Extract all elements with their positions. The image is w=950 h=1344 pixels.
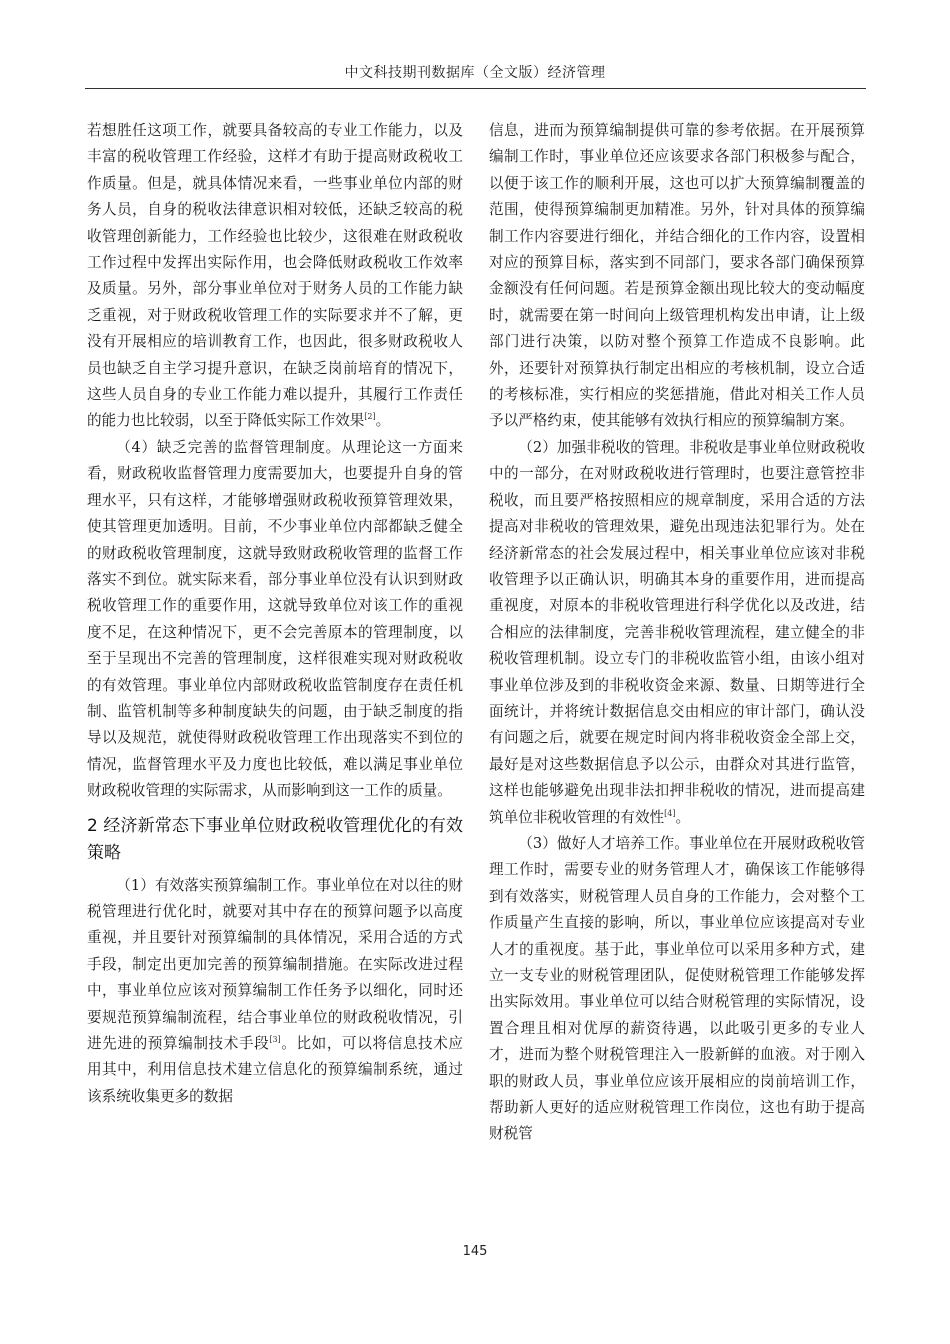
right-column xyxy=(489,118,865,1148)
paragraph-supervision-issue: （4）缺乏完善的监督管理制度。从理论这一方面来看，财政税收监督管理力度需要加大，也要提升自身的管理水平，只有这样，才能够增强财政税收预算管理效果，使其管理更加透明。目前，不少事业单位内部都缺乏健全的财政税收管理制度，这就导致财政税收管理的监督工作落实不到位。就实际来看，部分事业单位没有认识到财政税收管理工作的重要作用，这就导致单位对该工作的重视度不足，在这种情况下，更不会完善原本的管理制度，以至于呈现出不完善的管理制度，这样很难实现对财政税收的有效管理。事业单位内部财政税收监管制度存在责任机制、监管机制等多种制度缺失的问题，由于缺乏制度的指导以及规范，就使得财政税收管理工作出现落实不到位的情况，监督管理水平及力度也比较低，难以满足事业单位财政税收管理的实际需求，从而影响到这一工作的质量。 xyxy=(87,438,463,800)
citation-ref: [4] xyxy=(664,808,676,818)
paragraph-budget-strategy xyxy=(87,873,463,1111)
paragraph-tail: 。 xyxy=(675,808,691,826)
paragraph-tail: 。 xyxy=(375,412,391,430)
paragraph-talent-strategy: （3）做好人才培养工作。事业单位在开展财政税收管理工作时，需要专业的财务管理人才，确保该工作能够得到有效落实，财税管理人员自身的工作能力，会对整个工作质量产生直接的影响，所以，事业单位应该提高对专业人才的重视度。基于此，事业单位可以采用多种方式，建立一支专业的财税管理团队，促使财税管理工作能够发挥出实际效用。事业单位可以结合财税管理的实际情况，设置合理且相对优厚的薪资待遇，以此吸引更多的专业人才，进而为整个财税管理注入一股新鲜的血液。对于刚入职的财政人员，事业单位应该开展相应的岗前培训工作，帮助新人更好的适应财税管理工作岗位，这也有助于提高财税管 xyxy=(489,834,865,1143)
paragraph-text: （1）有效落实预算编制工作。事业单位在对以往的财税管理进行优化时，就要对其中存在的预算问题予以高度重视，并且要针对预算编制的具体情况，采用合适的方式手段，制定出更加完善的预算编制措施。在实际改进过程中，事业单位应该对预算编制工作任务予以细化，同时还要规范预算编制流程，结合事业单位的财政税收情况，引进先进的预算编制技术手段 xyxy=(87,876,463,1052)
paragraph-nontax-strategy xyxy=(489,435,865,831)
paragraph-tail: 。比如，可以将信息技术应用其中，利用信息技术建立信息化的预算编制系统，通过该系统收集更多的数据 xyxy=(87,1035,463,1105)
header-divider xyxy=(85,88,866,89)
journal-header-title: 中文科技期刊数据库（全文版）经济管理 xyxy=(344,65,606,81)
paragraph-text: （2）加强非税收的管理。非税收是事业单位财政税收中的一部分，在对财政税收进行管理时，也要注意管控非税收，而且要严格按照相应的规章制度，采用合适的方法提高对非税收的管理效果，避免出现违法犯罪行为。处在经济新常态的社会发展过程中，相关事业单位应该对非税收管理予以正确认识，明确其本身的重要作用，进而提高重视度，对原本的非税收管理进行科学优化以及改进，结合相应的法律制度，完善非税收管理流程，建立健全的非税收管理机制。设立专门的非税收监管小组，由该小组对事业单位涉及到的非税收资金来源、数量、日期等进行全面统计，并将统计数据信息交由相应的审计部门，确认没有问题之后，就要在规定时间内将非税收资金全部上交，最好是对这些数据信息予以公示，由群众对其进行监管，这样也能够避免出现非法扣押非税收的情况，进而提高建筑单位非税收管理的有效性 xyxy=(489,438,865,826)
paragraph-budget-continued: 信息，进而为预算编制提供可靠的参考依据。在开展预算编制工作时，事业单位还应该要求各部门积极参与配合，以便于该工作的顺利开展，这也可以扩大预算编制覆盖的范围，使得预算编制更加精准。另外，针对具体的预算编制工作内容要进行细化，并结合细化的工作内容，设置相对应的预算目标，落实到不同部门，要求各部门确保预算金额没有任何问题。若是预算金额出现比较大的变动幅度时，就需要在第一时间向上级管理机构发出申请，让上级部门进行决策，以防对整个预算工作造成不良影响。此外，还要针对预算执行制定出相应的考核机制，设立合适的考核标准，实行相应的奖惩措施，借此对相关工作人员予以严格约束，使其能够有效执行相应的预算编制方案。 xyxy=(489,122,865,430)
section-heading: 2 经济新常态下事业单位财政税收管理优化的有效策略 xyxy=(87,815,463,863)
citation-ref: [2] xyxy=(364,412,376,422)
paragraph-ability-issue xyxy=(87,118,463,435)
page-number: 145 xyxy=(462,1244,488,1259)
paragraph-text: 若想胜任这项工作，就要具备较高的专业工作能力，以及丰富的税收管理工作经验，这样才有助于提高财政税收工作质量。但是，就具体情况来看，一些事业单位内部的财务人员，自身的税收法律意识相对较低，还缺乏较高的税收管理创新能力，工作经验也比较少，这很难在财政税收工作过程中发挥出实际作用，也会降低财政税收工作效率及质量。另外，部分事业单位对于财务人员的工作能力缺乏重视，对于财政税收管理工作的实际要求并不了解，更没有开展相应的培训教育工作，也因此，很多财政税收人员也缺乏自主学习提升意识，在缺乏岗前培育的情况下，这些人员自身的专业工作能力难以提升，其履行工作责任的能力也比较弱，以至于降低实际工作效果 xyxy=(87,122,463,430)
citation-ref: [3] xyxy=(269,1035,281,1045)
left-column xyxy=(87,118,463,1110)
